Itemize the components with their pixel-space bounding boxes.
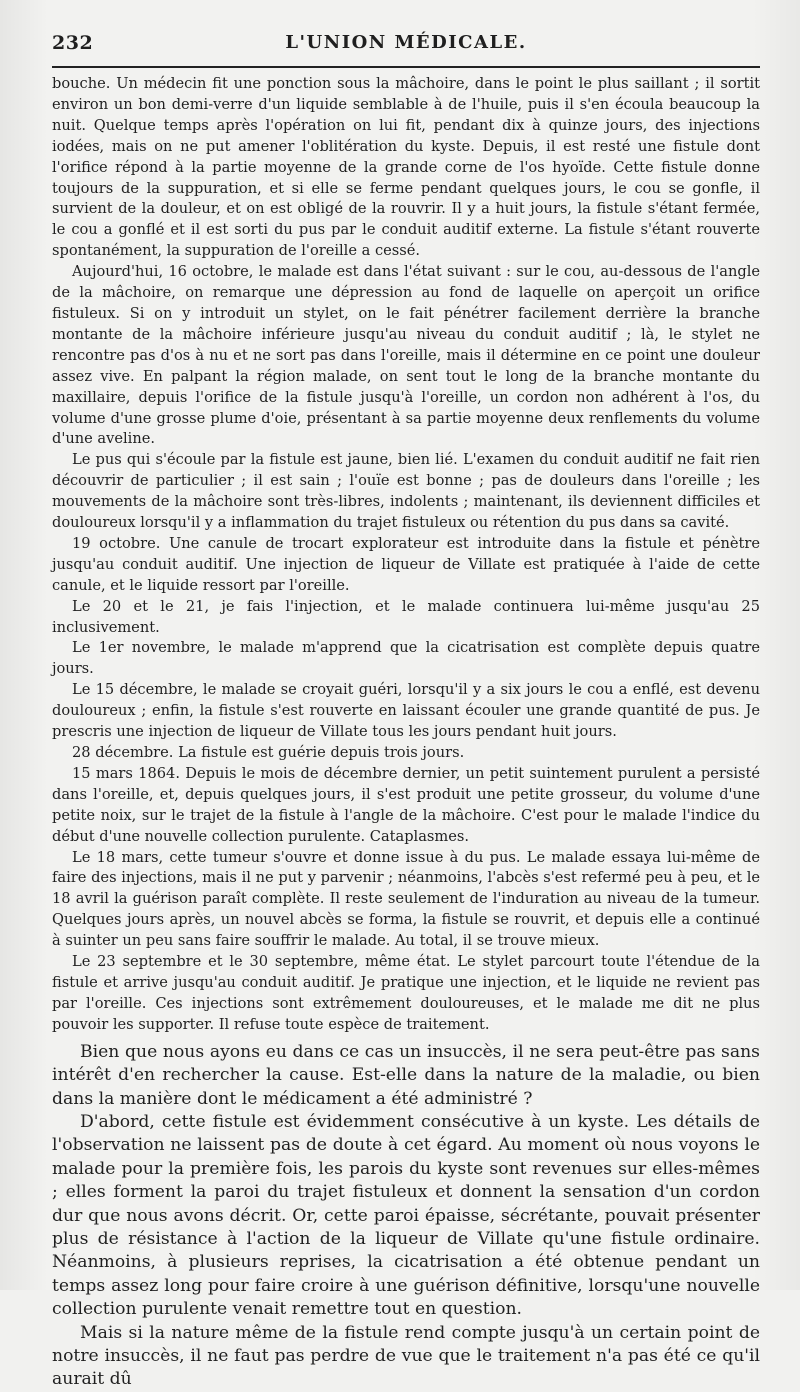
journal-title: L'UNION MÉDICALE.	[285, 32, 527, 53]
paragraph: D'abord, cette fistule est évidemment consécutive à un kyste. Les détails de l'observation ne laissent pas de doute à cet égard. Au moment où nous voyons le malade pour la première fois, les parois du kyste sont revenues sur elles-mêmes ; elles forment la paroi du trajet fistuleux et donnent la sensation d'un cordon dur que nous avons décrit. Or, cette paroi épaisse, sécrétante, pouvait présenter plus de résistance à l'action de la liqueur de Villate qu'une fistule ordinaire. Néanmoins, à plusieurs reprises, la cicatrisation a été obtenue pendant un temps assez long pour faire croire à une guérison définitive, lorsqu'une nouvelle collection purulente venait remettre tout en question.	[52, 1111, 760, 1320]
page-number: 232	[52, 32, 94, 54]
paragraph: Le 1er novembre, le malade m'apprend que la cicatrisation est complète depuis quatre jours.	[52, 639, 760, 678]
paragraph: Bien que nous ayons eu dans ce cas un insuccès, il ne sera peut-être pas sans intérêt d'en rechercher la cause. Est-elle dans la nature de la maladie, ou bien dans la manière dont le médicament a été administré ?	[52, 1041, 760, 1109]
header-rule	[52, 66, 760, 68]
paragraph: Le 15 décembre, le malade se croyait guéri, lorsqu'il y a six jours le cou a enflé, est devenu douloureux ; enfin, la fistule s'est rouverte en laissant écouler une grande quantité de pus. Je prescris une injection de liqueur de Villate tous les jours pendant huit jours.	[52, 681, 760, 741]
paragraph: Le 20 et le 21, je fais l'injection, et le malade continuera lui-même jusqu'au 25 inclusivement.	[52, 597, 760, 636]
paragraph: Le 23 septembre et le 30 septembre, même état. Le stylet parcourt toute l'étendue de la fistule et arrive jusqu'au conduit auditif. Je pratique une injection, et le liquide ne revient pas par l'oreille. Ces injections sont extrêmement douloureuses, et le malade me dit ne plus pouvoir les supporter. Il refuse toute espèce de traitement.	[52, 953, 760, 1033]
paragraph: 28 décembre. La fistule est guérie depuis trois jours.	[72, 744, 465, 761]
paragraph: 15 mars 1864. Depuis le mois de décembre dernier, un petit suintement purulent a persisté dans l'oreille, et, depuis quelques jours, il s'est produit une petite grosseur, du volume d'une petite noix, sur le trajet de la fistule à l'angle de la mâchoire. C'est pour le malade l'indice du début d'une nouvelle collection purulente. Cataplasmes.	[52, 764, 760, 845]
discussion	[52, 1041, 760, 1392]
paragraph: Le 18 mars, cette tumeur s'ouvre et donne issue à du pus. Le malade essaya lui-même de faire des injections, mais il ne put y parvenir ; néanmoins, l'abcès s'est refermé peu à peu, et le 18 avril la guérison paraît complète. Il reste seulement de l'induration au niveau de la tumeur. Quelques jours après, un nouvel abcès se forma, la fistule se rouvrit, et depuis elle a continué à suinter un peu sans faire souffrir le malade. Au total, il se trouve mieux.	[52, 848, 760, 950]
paragraph: Mais si la nature même de la fistule rend compte jusqu'à un certain point de notre insuccès, il ne faut pas perdre de vue que le traitement n'a pas été ce qu'il aurait dû	[52, 1322, 760, 1390]
paragraph: Aujourd'hui, 16 octobre, le malade est dans l'état suivant : sur le cou, au-dessous de l'angle de la mâchoire, on remarque une dépression au fond de laquelle on aperçoit un orifice fistuleux. Si on y introduit un stylet, on le fait pénétrer facilement derrière la branche montante de la mâchoire inférieure jusqu'au niveau du conduit auditif ; là, le stylet ne rencontre pas d'os à nu et ne sort pas dans l'oreille, mais il détermine en ce point une douleur assez vive. En palpant la région malade, on sent tout le long de la branche montante du maxillaire, depuis l'orifice de la fistule jusqu'à l'oreille, un cordon non adhérent à l'os, du volume d'une grosse plume d'oie, présentant à sa partie moyenne deux renflements du volume d'une aveline.	[52, 263, 760, 448]
page-header	[52, 30, 760, 58]
paragraph: Le pus qui s'écoule par la fistule est jaune, bien lié. L'examen du conduit auditif ne fait rien découvrir de particulier ; il est sain ; l'ouïe est bonne ; pas de douleurs dans l'oreille ; les mouvements de la mâchoire sont très-libres, indolents ; maintenant, ils deviennent difficiles et douloureux lorsqu'il y a inflammation du trajet fistuleux ou rétention du pus dans sa cavité.	[52, 451, 760, 532]
case-observation	[52, 74, 760, 1036]
paragraph: bouche. Un médecin fit une ponction sous la mâchoire, dans le point le plus saillant ; il sortit environ un bon demi-verre d'un liquide semblable à de l'huile, puis il s'en écoula beaucoup la nuit. Quelque temps après l'opération on lui fit, pendant dix à quinze jours, des injections iodées, mais on ne put amener l'oblitération du kyste. Depuis, il est resté une fistule dont l'orifice répond à la partie moyenne de la grande corne de l'os hyoïde. Cette fistule donne toujours de la suppuration, et si elle se ferme pendant quelques jours, le cou se gonfle, il survient de la douleur, et on est obligé de la rouvrir. Il y a huit jours, la fistule s'étant fermée, le cou a gonflé et il est sorti du pus par le conduit auditif externe. La fistule s'étant rouverte spontanément, la suppuration de l'oreille a cessé.	[52, 75, 760, 260]
paragraph: 19 octobre. Une canule de trocart explorateur est introduite dans la fistule et pénètre jusqu'au conduit auditif. Une injection de liqueur de Villate est pratiquée à l'aide de cette canule, et le liquide ressort par l'oreille.	[52, 534, 760, 594]
